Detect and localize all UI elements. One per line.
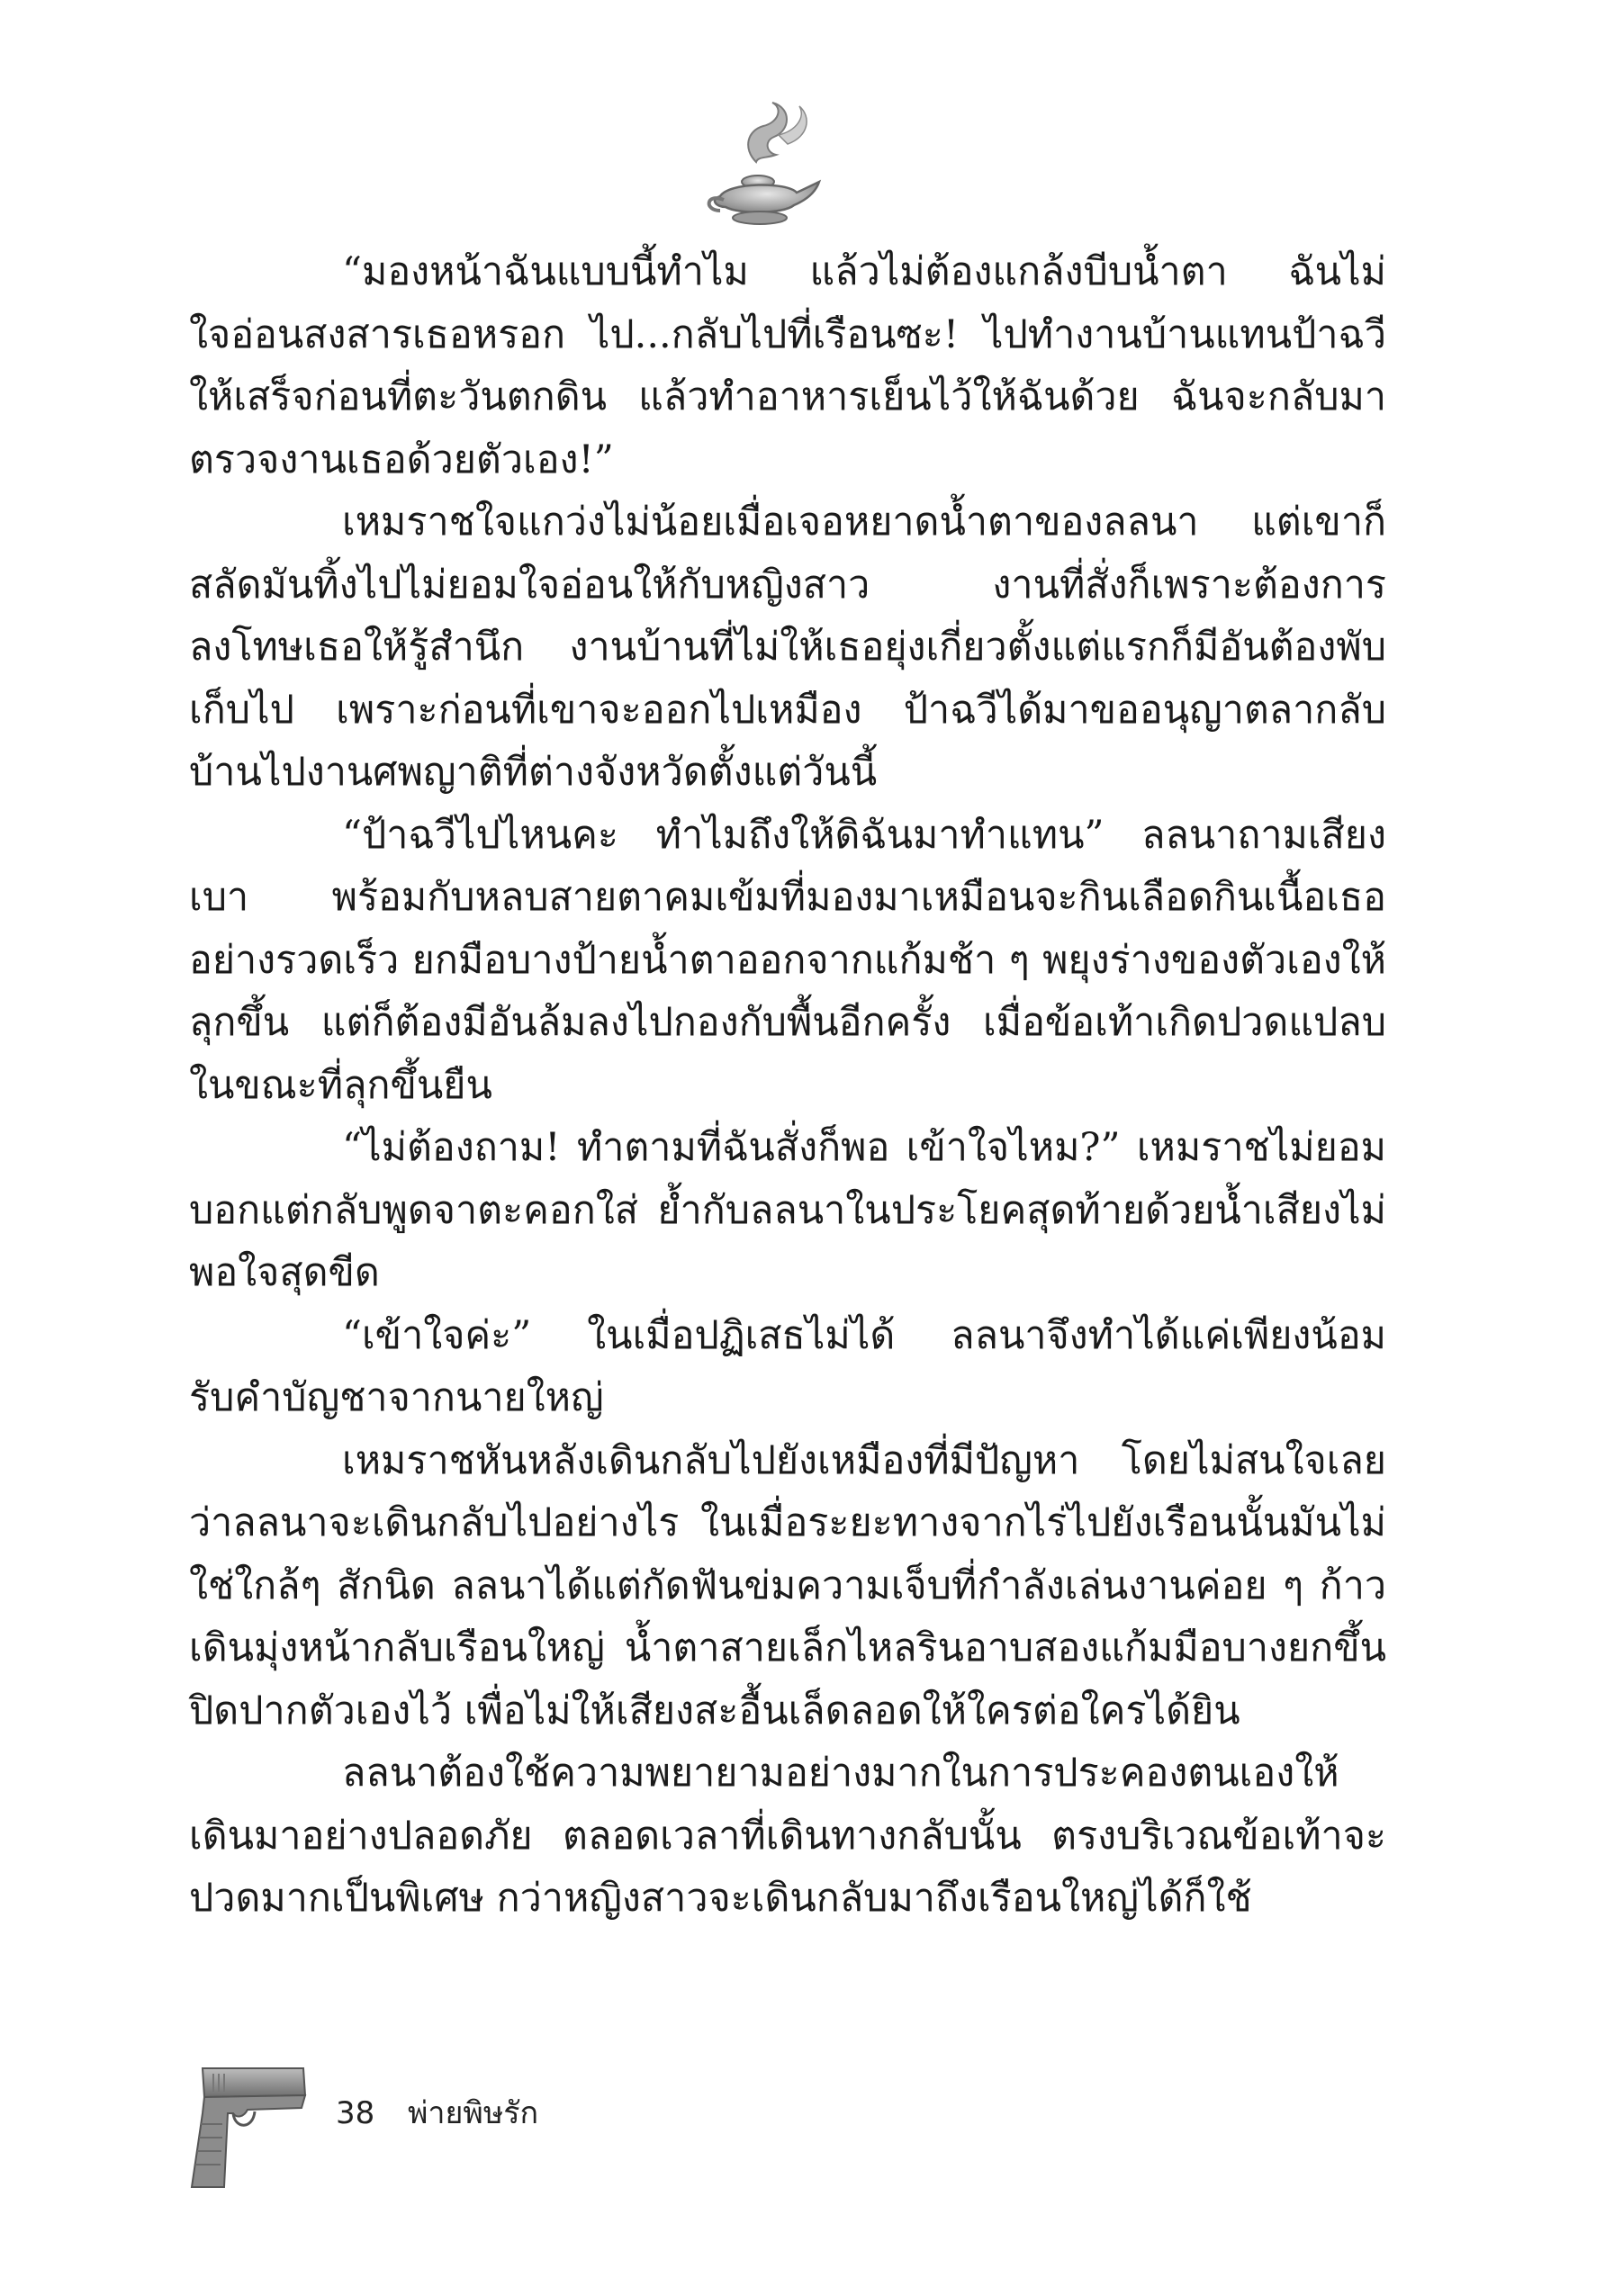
pistol-icon <box>185 2061 311 2196</box>
body-text <box>189 241 1386 1931</box>
paragraph: “มองหน้าฉันแบบนี้ทำไม แล้วไม่ต้องแกล้งบีบน้ำตา ฉันไม่ใจอ่อนสงสารเธอหรอก ไป...กลับไปที่เรือนซะ! ไปทำงานบ้านแทนป้าฉวีให้เสร็จก่อนที่ตะวันตกดิน แล้วทำอาหารเย็นไว้ให้ฉันด้วย ฉันจะกลับมาตรวจงานเธอด้วยตัวเอง!” <box>189 249 1386 482</box>
paragraph: “ไม่ต้องถาม! ทำตามที่ฉันสั่งก็พอ เข้าใจไหม?” เหมราชไม่ยอมบอกแต่กลับพูดจาตะคอกใส่ ย้ำกับลลนาในประโยคสุดท้ายด้วยน้ำเสียงไม่พอใจสุดขีด <box>189 1125 1386 1295</box>
paragraph: “ป้าฉวีไปไหนคะ ทำไมถึงให้ดิฉันมาทำแทน” ลลนาถามเสียงเบา พร้อมกับหลบสายตาคมเข้มที่มองมาเหมือนจะกินเลือดกินเนื้อเธออย่างรวดเร็ว ยกมือบางป้ายน้ำตาออกจากแก้มช้า ๆ พยุงร่างของตัวเองให้ลุกขึ้น แต่ก็ต้องมีอันล้มลงไปกองกับพื้นอีกครั้ง เมื่อข้อเท้าเกิดปวดแปลบในขณะที่ลุกขึ้นยืน <box>189 812 1386 1108</box>
paragraph: เหมราชใจแกว่งไม่น้อยเมื่อเจอหยาดน้ำตาของลลนา แต่เขาก็สลัดมันทิ้งไปไม่ยอมใจอ่อนให้กับหญิงสาว งานที่สั่งก็เพราะต้องการลงโทษเธอให้รู้สำนึก งานบ้านที่ไม่ให้เธอยุ่งเกี่ยวตั้งแต่แรกก็มีอันต้องพับเก็บไป เพราะก่อนที่เขาจะออกไปเหมือง ป้าฉวีได้มาขออนุญาตลากลับบ้านไปงานศพญาติที่ต่างจังหวัดตั้งแต่วันนี้ <box>189 500 1386 795</box>
book-title: พ่ายพิษรัก <box>408 2095 539 2131</box>
paragraph: “เข้าใจค่ะ” ในเมื่อปฏิเสธไม่ได้ ลลนาจึงทำได้แค่เพียงน้อมรับคำบัญชาจากนายใหญ่ <box>189 1312 1386 1420</box>
genie-lamp-icon <box>693 99 828 234</box>
paragraph: เหมราชหันหลังเดินกลับไปยังเหมืองที่มีปัญหา โดยไม่สนใจเลยว่าลลนาจะเดินกลับไปอย่างไร ในเมื่อระยะทางจากไร่ไปยังเรือนนั้นมันไม่ใช่ใกล้ๆ สักนิด ลลนาได้แต่กัดฟันข่มความเจ็บที่กำลังเล่นงานค่อย ๆ ก้าวเดินมุ่งหน้ากลับเรือนใหญ่ น้ำตาสายเล็กไหลรินอาบสองแก้มมือบางยกขึ้นปิดปากตัวเองไว้ เพื่อไม่ให้เสียงสะอื้นเล็ดลอดให้ใครต่อใครได้ยิน <box>189 1437 1386 1733</box>
page-number: 38 <box>336 2095 375 2131</box>
page-footer <box>185 2061 815 2205</box>
paragraph: ลลนาต้องใช้ความพยายามอย่างมากในการประคองตนเองให้เดินมาอย่างปลอดภัย ตลอดเวลาที่เดินทางกลับนั้น ตรงบริเวณข้อเท้าจะปวดมากเป็นพิเศษ กว่าหญิงสาวจะเดินกลับมาถึงเรือนใหญ่ได้ก็ใช้ <box>189 1751 1386 1921</box>
